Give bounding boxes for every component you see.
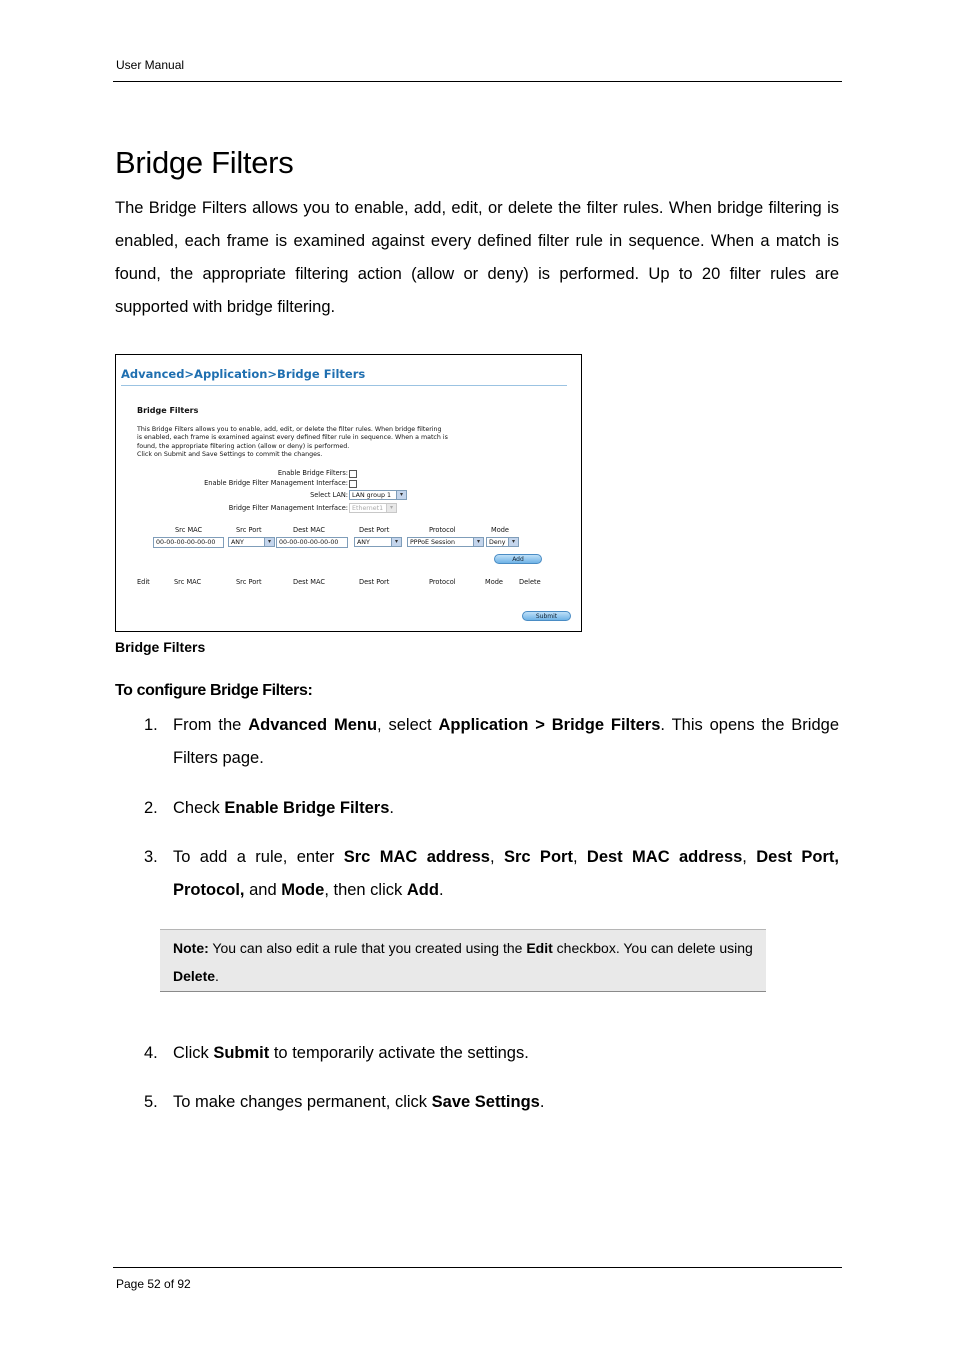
step-4 (144, 1037, 839, 1070)
dest-port-dropdown[interactable] (354, 537, 402, 547)
chevron-down-icon: ▾ (508, 538, 518, 546)
list-header-src-port: Src Port (236, 578, 262, 586)
select-lan-value: LAN group 1 (352, 492, 391, 499)
figure-caption: Bridge Filters (115, 639, 206, 655)
src-port-value: ANY (231, 539, 244, 546)
select-lan-dropdown[interactable] (349, 490, 407, 500)
chevron-down-icon: ▾ (264, 538, 274, 546)
chevron-down-icon: ▾ (386, 504, 396, 512)
enable-bridge-filters-checkbox[interactable] (349, 470, 357, 478)
list-header-src-mac: Src MAC (174, 578, 202, 586)
step-number: 3. (144, 848, 158, 866)
protocol-value: PPPoE Session (410, 539, 456, 546)
step-text: To add a rule, enter Src MAC address, Src Port, Dest MAC address, Dest Port, Protocol, and Mode, then click Add. (173, 848, 839, 899)
mode-dropdown[interactable] (486, 537, 519, 547)
submit-button[interactable]: Submit (522, 611, 571, 621)
column-header-src-port: Src Port (236, 526, 262, 534)
protocol-dropdown[interactable] (407, 537, 484, 547)
section-title: Bridge Filters (137, 406, 199, 415)
description-line: found, the appropriate filtering action (allow or deny) is performed. (137, 442, 350, 450)
step-1 (144, 709, 839, 775)
mgmt-interface-label: Bridge Filter Management Interface: (228, 504, 348, 512)
step-number: 1. (144, 716, 158, 734)
note-box: Note: You can also edit a rule that you created using the Edit checkbox. You can delete using Delete. (160, 929, 766, 992)
step-text: Check Enable Bridge Filters. (173, 799, 394, 817)
list-header-dest-mac: Dest MAC (293, 578, 325, 586)
step-5 (144, 1086, 839, 1119)
step-number: 5. (144, 1093, 158, 1111)
mgmt-interface-value: Ethernet1 (352, 505, 384, 512)
list-header-mode: Mode (485, 578, 503, 586)
dest-mac-input[interactable]: 00-00-00-00-00-00 (276, 537, 348, 548)
step-text: Click Submit to temporarily activate the settings. (173, 1044, 529, 1062)
procedure-heading: To configure Bridge Filters: (115, 682, 313, 699)
add-button[interactable]: Add (494, 554, 542, 564)
footer-rule (113, 1267, 842, 1268)
src-mac-input[interactable]: 00-00-00-00-00-00 (153, 537, 224, 548)
intro-paragraph: The Bridge Filters allows you to enable, add, edit, or delete the filter rules. When bridge filtering is enabled, each frame is examined against every defined filter rule in sequence. When a match is found, the appropriate filtering action (allow or deny) is performed. Up to 20 filter rules are supported with bridge filtering. (115, 199, 839, 316)
bridge-filters-screenshot (115, 354, 582, 632)
select-lan-label: Select LAN: (310, 491, 348, 499)
header-rule (113, 81, 842, 82)
page-number: Page 52 of 92 (116, 1277, 191, 1291)
list-header-delete: Delete (519, 578, 541, 586)
step-number: 2. (144, 799, 158, 817)
section-description (137, 426, 477, 460)
column-header-dest-mac: Dest MAC (293, 526, 325, 534)
step-number: 4. (144, 1044, 158, 1062)
page-title: Bridge Filters (115, 145, 294, 180)
header-label: User Manual (116, 58, 185, 72)
src-port-dropdown[interactable] (228, 537, 275, 547)
column-header-dest-port: Dest Port (359, 526, 390, 534)
chevron-down-icon: ▾ (473, 538, 483, 546)
column-header-protocol: Protocol (429, 526, 456, 534)
breadcrumb: Advanced>Application>Bridge Filters (121, 367, 366, 381)
description-line: Click on Submit and Save Settings to commit the changes. (137, 451, 323, 459)
column-header-src-mac: Src MAC (175, 526, 203, 534)
column-header-mode: Mode (491, 526, 509, 534)
note-label: Note: (173, 940, 209, 956)
list-header-dest-port: Dest Port (359, 578, 390, 586)
breadcrumb-divider (121, 385, 567, 386)
list-header-edit: Edit (137, 578, 150, 586)
dest-port-value: ANY (357, 539, 370, 546)
step-text: To make changes permanent, click Save Settings. (173, 1093, 545, 1111)
enable-mgmt-interface-label: Enable Bridge Filter Management Interface: (204, 479, 348, 487)
mode-value: Deny (489, 539, 506, 546)
chevron-down-icon: ▾ (396, 491, 406, 499)
step-3 (144, 841, 839, 907)
step-text: From the Advanced Menu, select Application > Bridge Filters. This opens the Bridge Filters page. (173, 716, 839, 767)
enable-bridge-filters-label: Enable Bridge Filters: (277, 469, 348, 477)
chevron-down-icon: ▾ (391, 538, 401, 546)
enable-mgmt-interface-checkbox[interactable] (349, 480, 357, 488)
list-header-protocol: Protocol (429, 578, 456, 586)
step-2 (144, 792, 839, 825)
description-line: is enabled, each frame is examined against every defined filter rule in sequence. When a match is (137, 434, 448, 442)
description-line: This Bridge Filters allows you to enable, add, edit, or delete the filter rules. When bridge filtering (137, 426, 442, 433)
mgmt-interface-dropdown[interactable] (349, 503, 397, 513)
